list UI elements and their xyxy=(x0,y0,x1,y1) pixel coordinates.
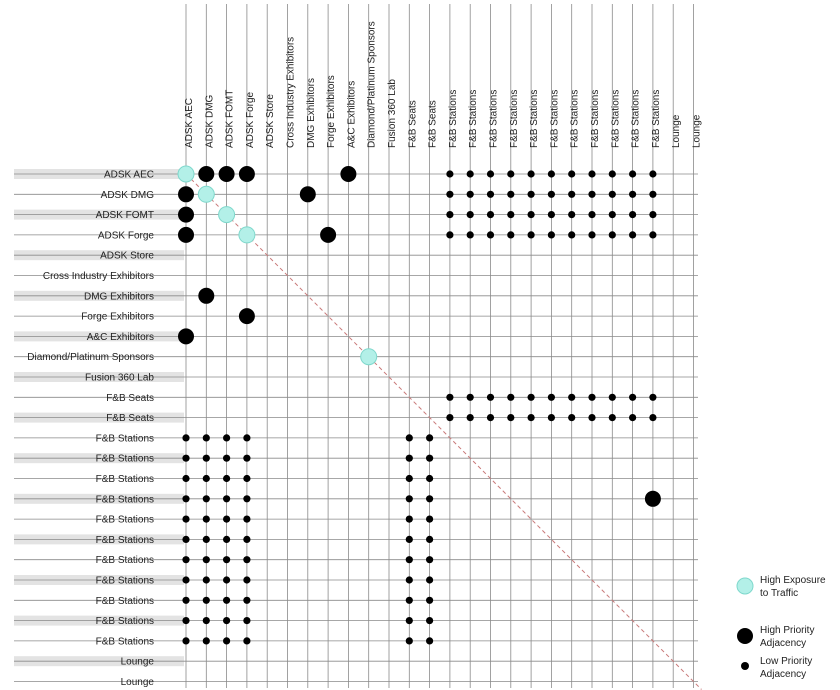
column-label: F&B Stations xyxy=(590,89,601,148)
legend-high-exposure-line2: to Traffic xyxy=(760,588,799,599)
low-priority-dot xyxy=(223,495,230,502)
low-priority-dot xyxy=(528,211,535,218)
low-priority-dot xyxy=(203,576,210,583)
low-priority-dot xyxy=(203,597,210,604)
low-priority-dot xyxy=(548,394,555,401)
column-label: ADSK DMG xyxy=(204,94,216,148)
column-label: F&B Stations xyxy=(447,89,459,148)
column-label: F&B Stations xyxy=(529,89,541,148)
low-priority-dot xyxy=(548,191,555,198)
column-label: F&B Stations xyxy=(508,89,520,148)
low-priority-dot xyxy=(548,231,555,238)
legend-high-priority-line1: High Priority xyxy=(760,625,815,636)
row-label: Lounge xyxy=(120,656,154,668)
low-priority-dot xyxy=(223,617,230,624)
low-priority-dot xyxy=(609,414,616,421)
column-label: DMG Exhibitors xyxy=(305,77,317,148)
low-priority-dot xyxy=(223,536,230,543)
legend-high-priority-line2: Adjacency xyxy=(760,638,807,649)
low-priority-dot xyxy=(446,211,453,218)
row-label: F&B Seats xyxy=(106,392,154,404)
low-priority-dot xyxy=(182,597,189,604)
high-priority-dot xyxy=(198,166,214,182)
low-priority-dot xyxy=(426,536,433,543)
low-priority-dot xyxy=(406,576,413,583)
low-priority-dot xyxy=(629,414,636,421)
high-priority-dot xyxy=(178,207,194,223)
row-label: F&B Stations xyxy=(95,636,154,648)
row-labels xyxy=(27,170,154,689)
low-priority-dot xyxy=(548,170,555,177)
high-priority-dot xyxy=(219,166,235,182)
legend xyxy=(737,575,826,680)
column-label: F&B Seats xyxy=(427,100,439,148)
low-priority-dot xyxy=(182,516,189,523)
low-priority-dot xyxy=(182,637,189,644)
legend-high-exposure-line1: High Exposure xyxy=(760,575,826,586)
column-label: F&B Stations xyxy=(549,89,561,148)
low-priority-dot xyxy=(182,576,189,583)
row-label: Fusion 360 Lab xyxy=(85,372,154,384)
low-priority-dot xyxy=(406,475,413,482)
low-priority-dot xyxy=(223,597,230,604)
low-priority-dot xyxy=(223,556,230,563)
row-label: DMG Exhibitors xyxy=(83,291,154,303)
row-label: ADSK Store xyxy=(100,250,154,262)
low-priority-dot xyxy=(507,414,514,421)
low-priority-dot xyxy=(548,211,555,218)
column-label: F&B Stations xyxy=(630,89,642,148)
column-label: F&B Stations xyxy=(569,89,581,148)
row-label: F&B Stations xyxy=(95,616,154,628)
high-priority-dot xyxy=(320,227,336,243)
row-label: Cross Industry Exhibitors xyxy=(42,271,154,282)
low-priority-dot xyxy=(182,455,189,462)
low-priority-dot xyxy=(528,414,535,421)
column-label: ADSK Store xyxy=(265,94,277,148)
low-priority-dot xyxy=(426,576,433,583)
high-exposure-dot xyxy=(219,207,235,223)
diagonal-dashed-line xyxy=(186,174,702,690)
low-priority-dot xyxy=(487,170,494,177)
low-priority-dot xyxy=(426,516,433,523)
low-priority-dot xyxy=(203,475,210,482)
high-priority-dot xyxy=(645,491,661,507)
high-priority-dot xyxy=(239,308,255,324)
row-label: F&B Stations xyxy=(95,453,154,465)
low-priority-dot xyxy=(487,191,494,198)
low-priority-dot xyxy=(406,516,413,523)
low-priority-dot xyxy=(487,394,494,401)
low-priority-dot xyxy=(609,211,616,218)
low-priority-dot xyxy=(203,455,210,462)
low-priority-dot xyxy=(609,394,616,401)
row-label: ADSK FOMT xyxy=(95,210,154,222)
high-exposure-dot xyxy=(178,166,194,182)
low-priority-dot xyxy=(406,556,413,563)
low-priority-dot xyxy=(629,191,636,198)
high-priority-dot xyxy=(178,328,194,344)
low-priority-dot xyxy=(203,516,210,523)
low-priority-dot xyxy=(507,231,514,238)
low-priority-dot xyxy=(203,617,210,624)
low-priority-dot xyxy=(467,414,474,421)
high-priority-dot xyxy=(300,186,316,202)
low-priority-dot xyxy=(406,455,413,462)
low-priority-dot xyxy=(243,475,250,482)
low-priority-dot xyxy=(182,556,189,563)
row-label: ADSK DMG xyxy=(100,189,154,201)
low-priority-dot xyxy=(426,475,433,482)
low-priority-dot xyxy=(182,475,189,482)
low-priority-dot xyxy=(609,170,616,177)
column-label: Cross Industry Exhibitors xyxy=(285,36,297,148)
column-label: F&B Stations xyxy=(488,89,500,148)
low-priority-dot xyxy=(649,414,656,421)
low-priority-dot xyxy=(548,414,555,421)
low-priority-dot xyxy=(182,617,189,624)
low-priority-dot xyxy=(406,597,413,604)
column-label: A&C Exhibitors xyxy=(346,80,358,148)
low-priority-dot xyxy=(203,536,210,543)
column-label: ADSK Forge xyxy=(244,91,256,148)
low-priority-dot xyxy=(426,637,433,644)
row-label: ADSK Forge xyxy=(97,230,154,242)
row-label: F&B Stations xyxy=(95,494,154,506)
row-label: F&B Stations xyxy=(95,575,154,587)
low-priority-dot xyxy=(467,211,474,218)
low-priority-dot xyxy=(467,170,474,177)
low-priority-dot xyxy=(446,170,453,177)
matrix-markers xyxy=(178,166,661,645)
low-priority-dot xyxy=(243,455,250,462)
low-priority-dot xyxy=(243,434,250,441)
column-label: ADSK AEC xyxy=(184,97,195,148)
low-priority-dot xyxy=(568,170,575,177)
legend-low-priority-swatch xyxy=(741,662,749,670)
low-priority-dot xyxy=(568,414,575,421)
legend-high-priority-swatch xyxy=(737,628,753,644)
low-priority-dot xyxy=(467,231,474,238)
low-priority-dot xyxy=(223,434,230,441)
column-label: F&B Stations xyxy=(650,89,662,148)
low-priority-dot xyxy=(467,191,474,198)
low-priority-dot xyxy=(487,211,494,218)
high-exposure-dot xyxy=(361,349,377,365)
low-priority-dot xyxy=(223,576,230,583)
row-label: F&B Stations xyxy=(95,534,154,546)
row-label: F&B Stations xyxy=(95,474,154,485)
row-label: Forge Exhibitors xyxy=(81,311,154,323)
high-priority-dot xyxy=(198,288,214,304)
low-priority-dot xyxy=(588,170,595,177)
low-priority-dot xyxy=(426,597,433,604)
high-priority-dot xyxy=(178,186,194,202)
column-label: Diamond/Platinum Sponsors xyxy=(366,21,378,148)
row-label: F&B Stations xyxy=(95,595,154,607)
low-priority-dot xyxy=(487,231,494,238)
low-priority-dot xyxy=(588,394,595,401)
row-label: F&B Stations xyxy=(95,555,154,567)
low-priority-dot xyxy=(182,536,189,543)
high-priority-dot xyxy=(340,166,356,182)
low-priority-dot xyxy=(446,231,453,238)
diagonal-line xyxy=(186,174,702,690)
high-exposure-dot xyxy=(198,186,214,202)
legend-low-priority-line2: Adjacency xyxy=(760,669,807,680)
low-priority-dot xyxy=(528,170,535,177)
legend-low-priority-line1: Low Priority xyxy=(760,656,813,667)
low-priority-dot xyxy=(426,455,433,462)
low-priority-dot xyxy=(446,191,453,198)
row-label: A&C Exhibitors xyxy=(86,331,154,343)
column-label: Fusion 360 Lab xyxy=(387,79,398,148)
column-label: Lounge xyxy=(671,114,683,148)
low-priority-dot xyxy=(406,617,413,624)
low-priority-dot xyxy=(446,394,453,401)
column-label: F&B Stations xyxy=(610,89,622,148)
low-priority-dot xyxy=(528,394,535,401)
low-priority-dot xyxy=(243,536,250,543)
low-priority-dot xyxy=(182,495,189,502)
low-priority-dot xyxy=(507,191,514,198)
low-priority-dot xyxy=(568,394,575,401)
row-label: F&B Stations xyxy=(95,433,154,445)
column-label: Lounge xyxy=(691,114,703,148)
low-priority-dot xyxy=(649,394,656,401)
low-priority-dot xyxy=(243,617,250,624)
low-priority-dot xyxy=(446,414,453,421)
low-priority-dot xyxy=(243,556,250,563)
low-priority-dot xyxy=(243,495,250,502)
high-priority-dot xyxy=(178,227,194,243)
row-label: F&B Seats xyxy=(106,413,154,425)
low-priority-dot xyxy=(203,495,210,502)
low-priority-dot xyxy=(426,617,433,624)
low-priority-dot xyxy=(609,191,616,198)
column-label: F&B Stations xyxy=(468,89,480,148)
low-priority-dot xyxy=(426,495,433,502)
low-priority-dot xyxy=(568,191,575,198)
low-priority-dot xyxy=(203,434,210,441)
low-priority-dot xyxy=(182,434,189,441)
low-priority-dot xyxy=(507,394,514,401)
low-priority-dot xyxy=(223,516,230,523)
low-priority-dot xyxy=(243,576,250,583)
low-priority-dot xyxy=(588,231,595,238)
low-priority-dot xyxy=(406,637,413,644)
low-priority-dot xyxy=(243,516,250,523)
low-priority-dot xyxy=(223,475,230,482)
low-priority-dot xyxy=(507,170,514,177)
high-exposure-dot xyxy=(239,227,255,243)
low-priority-dot xyxy=(203,556,210,563)
low-priority-dot xyxy=(629,211,636,218)
low-priority-dot xyxy=(629,394,636,401)
low-priority-dot xyxy=(588,191,595,198)
low-priority-dot xyxy=(507,211,514,218)
low-priority-dot xyxy=(243,597,250,604)
row-label: Lounge xyxy=(120,677,154,688)
low-priority-dot xyxy=(588,414,595,421)
low-priority-dot xyxy=(528,191,535,198)
low-priority-dot xyxy=(406,536,413,543)
row-label: F&B Stations xyxy=(95,514,154,526)
row-label: ADSK AEC xyxy=(103,169,154,181)
low-priority-dot xyxy=(223,455,230,462)
low-priority-dot xyxy=(588,211,595,218)
low-priority-dot xyxy=(467,394,474,401)
column-label: Forge Exhibitors xyxy=(326,75,338,148)
column-labels xyxy=(184,21,703,148)
low-priority-dot xyxy=(426,556,433,563)
low-priority-dot xyxy=(568,231,575,238)
low-priority-dot xyxy=(649,191,656,198)
low-priority-dot xyxy=(629,170,636,177)
low-priority-dot xyxy=(426,434,433,441)
low-priority-dot xyxy=(609,231,616,238)
low-priority-dot xyxy=(243,637,250,644)
low-priority-dot xyxy=(649,211,656,218)
low-priority-dot xyxy=(203,637,210,644)
low-priority-dot xyxy=(487,414,494,421)
low-priority-dot xyxy=(649,170,656,177)
low-priority-dot xyxy=(649,231,656,238)
column-label: ADSK FOMT xyxy=(224,89,236,148)
row-label: Diamond/Platinum Sponsors xyxy=(27,352,154,364)
legend-high-exposure-swatch xyxy=(737,578,753,594)
low-priority-dot xyxy=(406,495,413,502)
column-label: F&B Seats xyxy=(407,100,419,148)
low-priority-dot xyxy=(629,231,636,238)
high-priority-dot xyxy=(239,166,255,182)
low-priority-dot xyxy=(568,211,575,218)
low-priority-dot xyxy=(406,434,413,441)
low-priority-dot xyxy=(223,637,230,644)
low-priority-dot xyxy=(528,231,535,238)
